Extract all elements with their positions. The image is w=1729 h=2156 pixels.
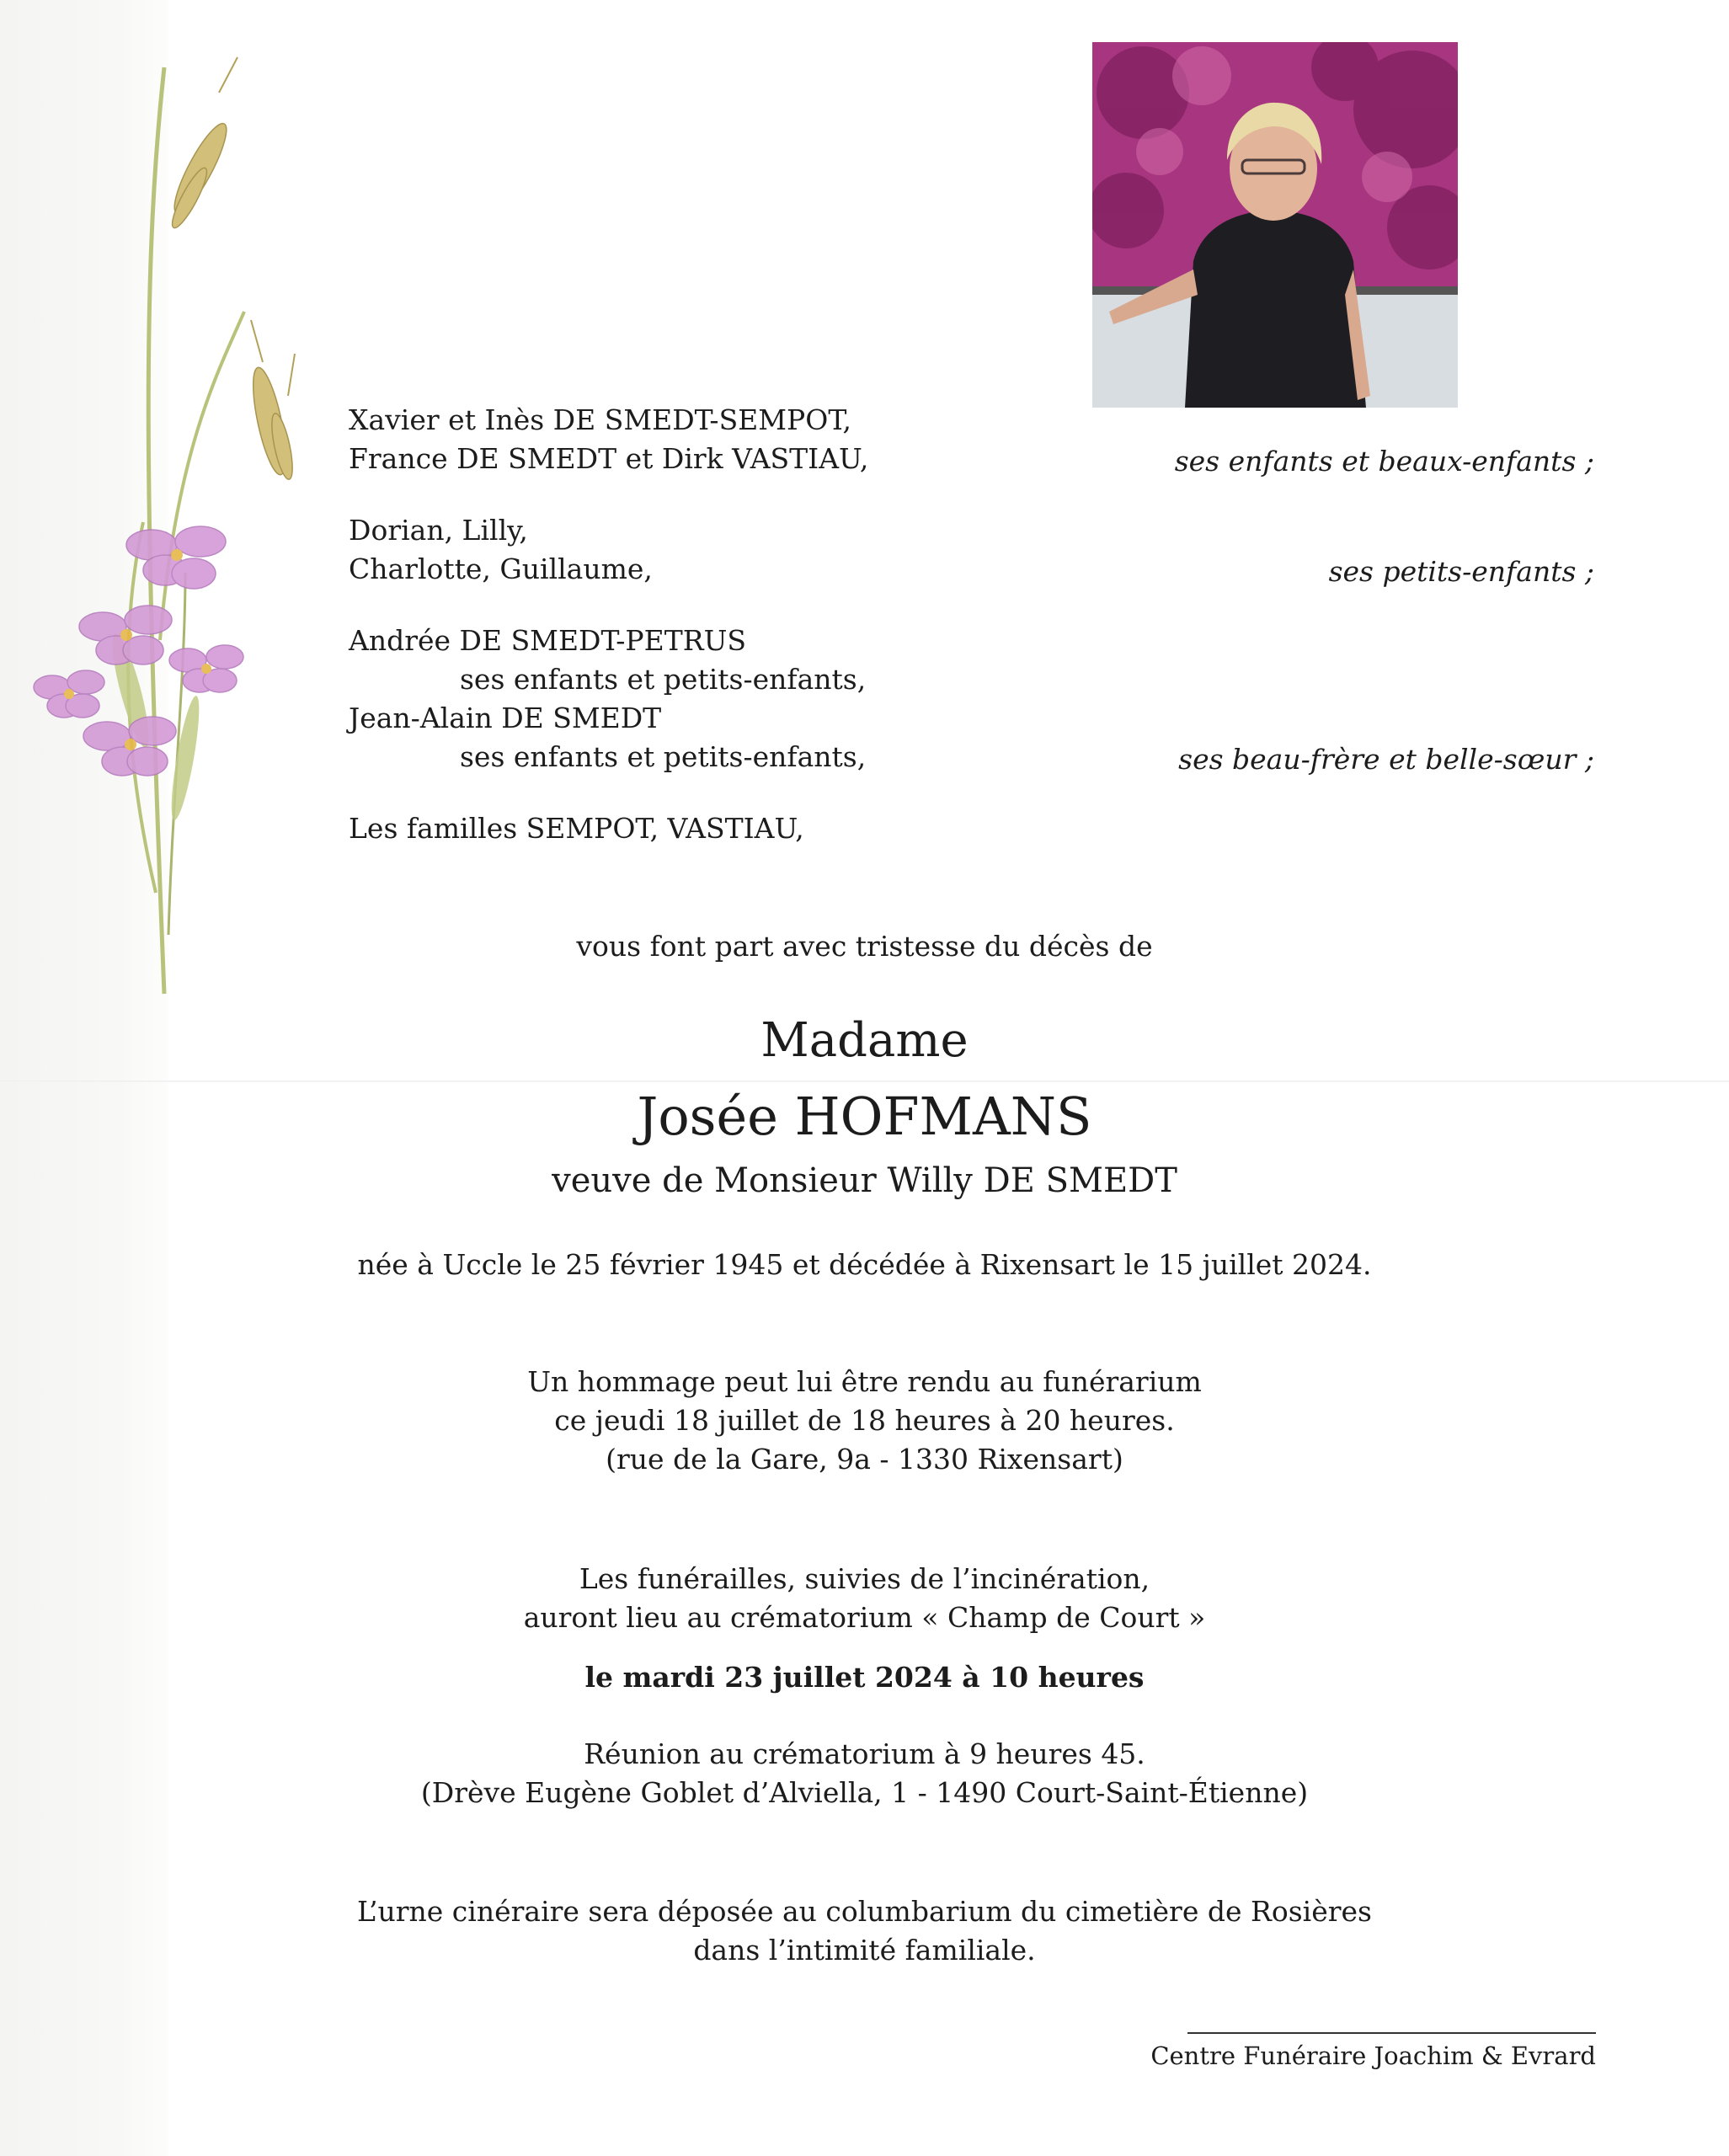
- deceased-name: Josée HOFMANS: [637, 1086, 1092, 1147]
- in-laws-relation: ses beau-frère et belle-sœur ;: [1178, 743, 1594, 776]
- in-law-name-2: Jean-Alain DE SMEDT: [349, 702, 662, 734]
- intro-line: vous font part avec tristesse du décès de: [576, 930, 1153, 963]
- grandchildren-line-1: Dorian, Lilly,: [349, 514, 528, 547]
- homage-line-3: (rue de la Gare, 9a - 1330 Rixensart): [606, 1443, 1123, 1476]
- children-relation: ses enfants et beaux-enfants ;: [1174, 445, 1594, 478]
- in-law-sub-1: ses enfants et petits-enfants,: [460, 663, 867, 696]
- meeting-line-1: Réunion au crématorium à 9 heures 45.: [584, 1737, 1145, 1770]
- funeral-home-signature: Centre Funéraire Joachim & Evrard: [1150, 2041, 1596, 2070]
- title-madame: Madame: [760, 1013, 969, 1068]
- widow-line: veuve de Monsieur Willy DE SMEDT: [552, 1161, 1177, 1200]
- grandchildren-line-2: Charlotte, Guillaume,: [349, 552, 653, 585]
- funeral-datetime: le mardi 23 juillet 2024 à 10 heures: [584, 1661, 1145, 1694]
- grandchildren-relation: ses petits-enfants ;: [1328, 555, 1594, 588]
- portrait-photo: [1092, 42, 1458, 408]
- floral-illustration: [17, 51, 303, 1019]
- meeting-line-2: (Drève Eugène Goblet d’Alviella, 1 - 1490 Court-Saint-Étienne): [420, 1776, 1309, 1809]
- homage-line-1: Un hommage peut lui être rendu au funérarium: [527, 1365, 1202, 1398]
- in-law-sub-2: ses enfants et petits-enfants,: [460, 740, 867, 773]
- birth-death-line: née à Uccle le 25 février 1945 et décédée à Rixensart le 15 juillet 2024.: [357, 1248, 1372, 1281]
- children-line-2: France DE SMEDT et Dirk VASTIAU,: [349, 442, 869, 475]
- urn-line-1: L’urne cinéraire sera déposée au columbarium du cimetière de Rosières: [357, 1895, 1372, 1928]
- fold-line: [0, 1081, 1729, 1082]
- funeral-line-1: Les funérailles, suivies de l’incinération,: [579, 1562, 1150, 1595]
- children-line-1: Xavier et Inès DE SMEDT-SEMPOT,: [349, 403, 851, 436]
- urn-line-2: dans l’intimité familiale.: [693, 1934, 1036, 1967]
- in-law-name-1: Andrée DE SMEDT-PETRUS: [349, 624, 746, 657]
- families-line: Les familles SEMPOT, VASTIAU,: [349, 812, 804, 845]
- funeral-line-2: auront lieu au crématorium « Champ de Court »: [523, 1601, 1206, 1634]
- signature-rule: [1187, 2032, 1596, 2034]
- homage-line-2: ce jeudi 18 juillet de 18 heures à 20 heures.: [554, 1404, 1175, 1437]
